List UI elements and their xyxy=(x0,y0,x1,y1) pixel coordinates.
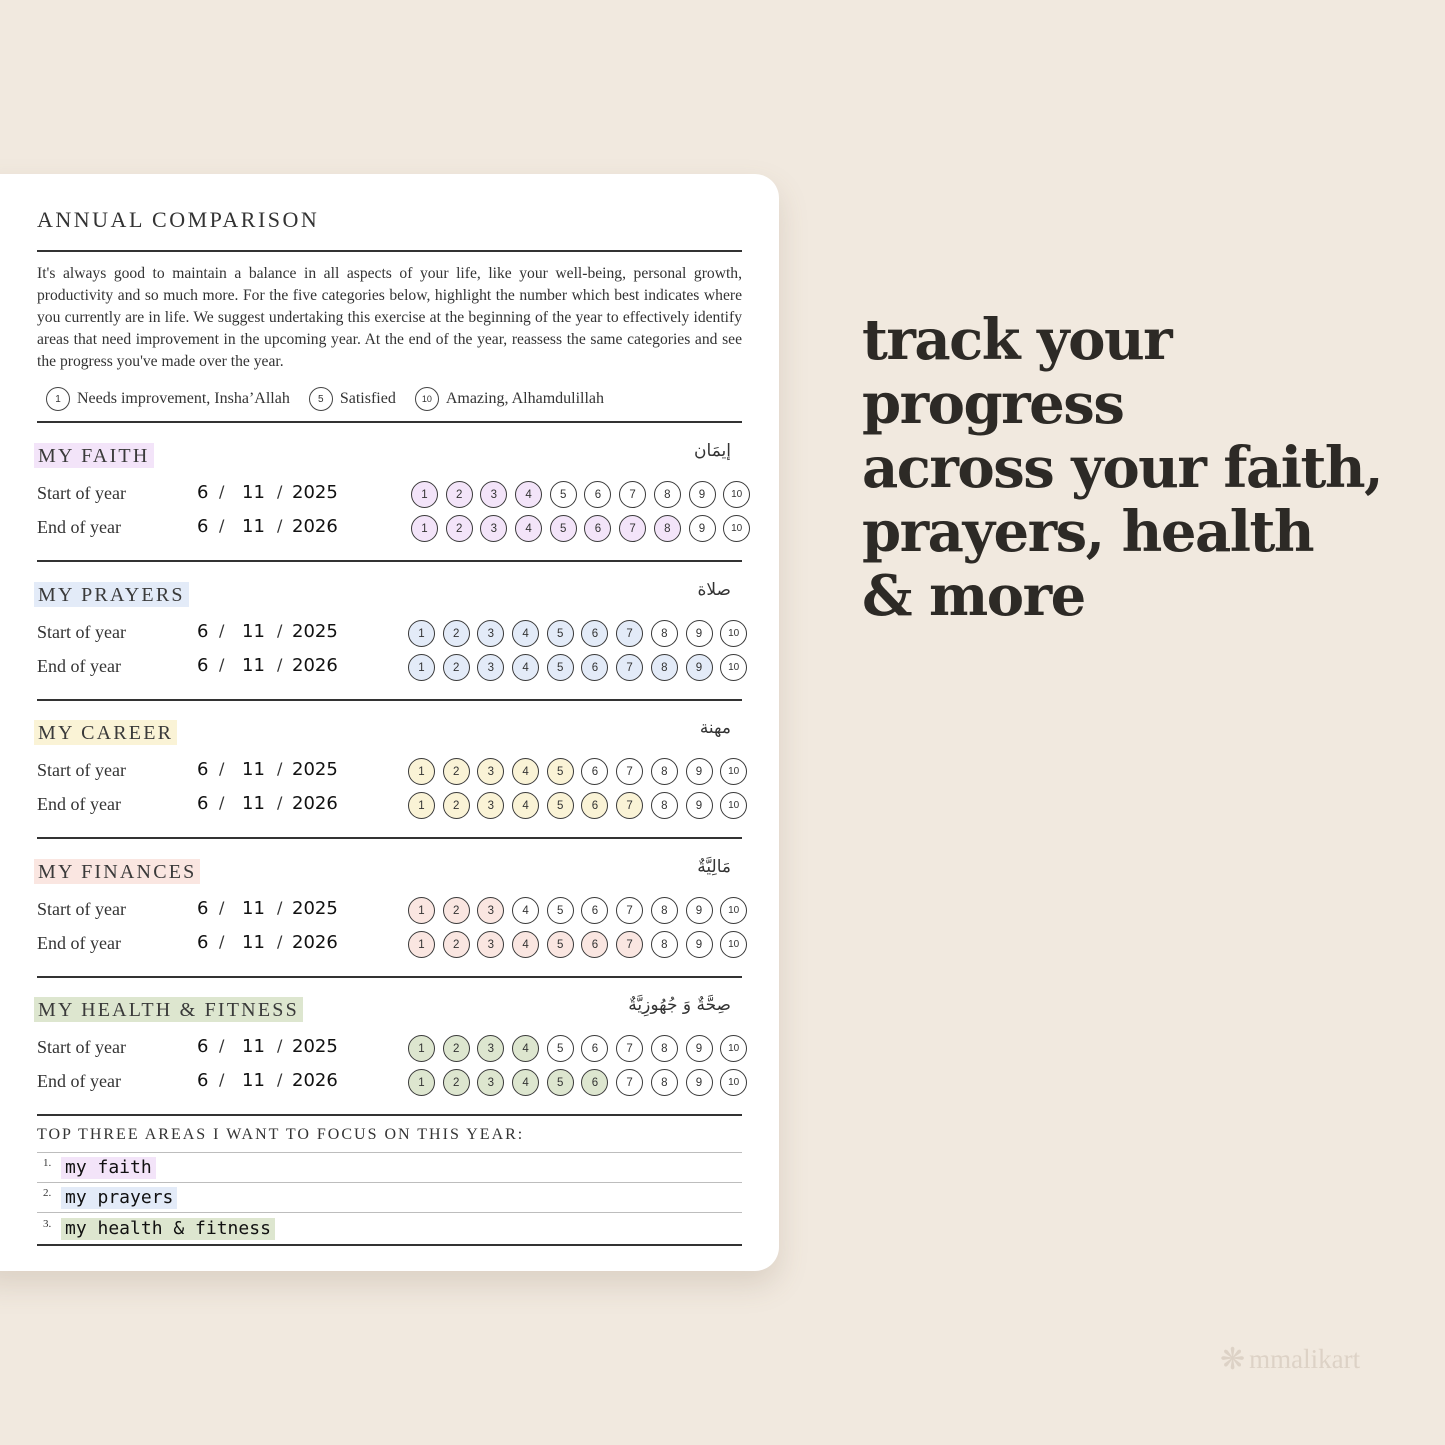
intro-paragraph: It's always good to maintain a balance in all aspects of your life, like your well-being, personal growth, productivity and so much more. For the five categories below, highlight the number which best indicates where you currently are in life. We suggest undertaking this exercise at the beginning of the year to effectively identify areas that need improvement in the upcoming year. At the end of the year, reassess the same categories and see the progress you've made over the year. xyxy=(37,265,742,370)
rating-circle-1[interactable]: 1 xyxy=(408,1069,435,1096)
focus-item[interactable] xyxy=(43,1185,743,1215)
rating-circle-2[interactable]: 2 xyxy=(443,620,470,647)
focus-line xyxy=(37,1182,742,1183)
rating-circle-4[interactable]: 4 xyxy=(512,897,539,924)
category-arabic-label: إيمَان xyxy=(694,441,731,461)
rating-circle-2[interactable]: 2 xyxy=(443,792,470,819)
rating-circle-7[interactable]: 7 xyxy=(616,758,643,785)
rating-circle-2[interactable]: 2 xyxy=(443,1035,470,1062)
date-day-field[interactable]: 6 xyxy=(197,621,209,642)
rating-circle-10[interactable]: 10 xyxy=(720,792,747,819)
rating-circle-6[interactable]: 6 xyxy=(584,515,611,542)
rating-circle-8[interactable]: 8 xyxy=(651,654,678,681)
start-of-year-row xyxy=(37,481,742,507)
legend-label: Amazing, Alhamdulillah xyxy=(445,390,605,407)
date-separator: / xyxy=(277,621,283,640)
rating-circle-5[interactable]: 5 xyxy=(547,1069,574,1096)
date-day-field[interactable]: 6 xyxy=(197,759,209,780)
category-title: MY FAITH xyxy=(34,443,154,468)
rating-circle-9[interactable]: 9 xyxy=(686,1069,713,1096)
rating-scale xyxy=(408,1035,747,1062)
focus-line xyxy=(37,1212,742,1213)
start-of-year-row xyxy=(37,897,742,923)
rating-circle-10[interactable]: 10 xyxy=(723,481,750,508)
rating-circle-8[interactable]: 8 xyxy=(651,1035,678,1062)
row-label: Start of year xyxy=(37,622,126,642)
rating-circle-2[interactable]: 2 xyxy=(443,654,470,681)
rating-scale xyxy=(408,792,747,819)
legend-item xyxy=(415,387,604,411)
category-section xyxy=(37,720,742,840)
rating-circle-2[interactable]: 2 xyxy=(446,515,473,542)
rating-circle-4[interactable]: 4 xyxy=(512,1069,539,1096)
rating-legend xyxy=(46,387,623,411)
date-month-field[interactable]: 11 xyxy=(242,621,265,642)
rating-circle-1[interactable]: 1 xyxy=(408,758,435,785)
category-title: MY CAREER xyxy=(34,720,177,745)
rating-circle-9[interactable]: 9 xyxy=(686,758,713,785)
date-month-field[interactable]: 11 xyxy=(242,1070,265,1091)
date-day-field[interactable]: 6 xyxy=(197,516,209,537)
section-divider xyxy=(37,837,742,839)
date-month-field[interactable]: 11 xyxy=(242,482,265,503)
focus-item-number: 2. xyxy=(43,1187,52,1199)
rating-circle-2[interactable]: 2 xyxy=(443,758,470,785)
date-separator: / xyxy=(219,655,225,674)
rating-circle-5[interactable]: 5 xyxy=(550,515,577,542)
rating-circle-9[interactable]: 9 xyxy=(686,792,713,819)
rating-circle-10[interactable]: 10 xyxy=(720,897,747,924)
rating-circle-8[interactable]: 8 xyxy=(651,620,678,647)
date-year-field[interactable]: 2026 xyxy=(292,1070,338,1091)
row-label: End of year xyxy=(37,517,121,537)
section-divider xyxy=(37,976,742,978)
rating-circle-9[interactable]: 9 xyxy=(686,931,713,958)
date-day-field[interactable]: 6 xyxy=(197,1070,209,1091)
row-label: Start of year xyxy=(37,483,126,503)
rating-circle-10[interactable]: 10 xyxy=(720,620,747,647)
category-title: MY HEALTH & FITNESS xyxy=(34,997,303,1022)
rating-circle-6[interactable]: 6 xyxy=(581,931,608,958)
rating-circle-9[interactable]: 9 xyxy=(689,481,716,508)
category-arabic-label: مَالِيَّةٌ xyxy=(697,857,731,877)
category-arabic-label: صلاة xyxy=(697,580,731,600)
rating-scale xyxy=(408,931,747,958)
rating-circle-1[interactable]: 1 xyxy=(411,515,438,542)
focus-title: TOP THREE AREAS I WANT TO FOCUS ON THIS YEAR: xyxy=(37,1126,525,1143)
brand-watermark xyxy=(1220,1342,1360,1377)
category-section xyxy=(37,582,742,702)
rating-circle-2[interactable]: 2 xyxy=(443,931,470,958)
date-separator: / xyxy=(219,793,225,812)
rating-circle-4[interactable]: 4 xyxy=(512,654,539,681)
rating-circle-10[interactable]: 10 xyxy=(720,758,747,785)
section-divider xyxy=(37,699,742,701)
rating-circle-10[interactable]: 10 xyxy=(720,1035,747,1062)
date-year-field[interactable]: 2026 xyxy=(292,932,338,953)
end-of-year-row xyxy=(37,1069,742,1095)
rating-circle-3[interactable]: 3 xyxy=(477,1035,504,1062)
rating-circle-5[interactable]: 5 xyxy=(547,931,574,958)
legend-label: Needs improvement, Insha’Allah xyxy=(77,390,290,407)
date-month-field[interactable]: 11 xyxy=(242,1036,265,1057)
row-label: End of year xyxy=(37,933,121,953)
date-month-field[interactable]: 11 xyxy=(242,793,265,814)
date-year-field[interactable]: 2025 xyxy=(292,621,338,642)
rating-circle-8[interactable]: 8 xyxy=(651,758,678,785)
end-of-year-row xyxy=(37,515,742,541)
date-month-field[interactable]: 11 xyxy=(242,655,265,676)
brand-name: mmalikart xyxy=(1249,1344,1361,1374)
rating-circle-1[interactable]: 1 xyxy=(408,654,435,681)
rating-circle-7[interactable]: 7 xyxy=(616,897,643,924)
category-arabic-label: مهنة xyxy=(699,718,731,738)
row-label: End of year xyxy=(37,656,121,676)
date-year-field[interactable]: 2025 xyxy=(292,759,338,780)
rating-circle-6[interactable]: 6 xyxy=(581,654,608,681)
headline-line: across your faith, xyxy=(862,435,1383,501)
date-separator: / xyxy=(219,1036,225,1055)
rating-circle-5[interactable]: 5 xyxy=(547,792,574,819)
date-separator: / xyxy=(277,1070,283,1089)
rating-circle-1[interactable]: 1 xyxy=(408,897,435,924)
focus-item-text: my prayers xyxy=(61,1187,177,1209)
category-title: MY FINANCES xyxy=(34,859,200,884)
date-year-field[interactable]: 2025 xyxy=(292,1036,338,1057)
date-day-field[interactable]: 6 xyxy=(197,1036,209,1057)
rating-circle-7[interactable]: 7 xyxy=(616,654,643,681)
rating-circle-1[interactable]: 1 xyxy=(408,792,435,819)
rating-circle-3[interactable]: 3 xyxy=(480,515,507,542)
rating-circle-10[interactable]: 10 xyxy=(720,931,747,958)
rating-circle-3[interactable]: 3 xyxy=(480,481,507,508)
legend-label: Satisfied xyxy=(339,390,396,407)
date-separator: / xyxy=(277,759,283,778)
rating-circle-7[interactable]: 7 xyxy=(616,931,643,958)
rating-circle-8[interactable]: 8 xyxy=(654,515,681,542)
rating-circle-9[interactable]: 9 xyxy=(686,654,713,681)
page-title: ANNUAL COMPARISON xyxy=(37,207,320,232)
planner-page-card xyxy=(0,174,779,1271)
end-of-year-row xyxy=(37,792,742,818)
rating-circle-3[interactable]: 3 xyxy=(477,654,504,681)
date-separator: / xyxy=(219,759,225,778)
rating-circle-7[interactable]: 7 xyxy=(616,1069,643,1096)
date-separator: / xyxy=(277,482,283,501)
rating-circle-6[interactable]: 6 xyxy=(581,1069,608,1096)
date-day-field[interactable]: 6 xyxy=(197,482,209,503)
rating-circle-10[interactable]: 10 xyxy=(720,1069,747,1096)
rating-circle-7[interactable]: 7 xyxy=(619,481,646,508)
focus-item-text: my faith xyxy=(61,1157,156,1179)
section-divider xyxy=(37,1114,742,1116)
rating-circle-2[interactable]: 2 xyxy=(446,481,473,508)
rating-circle-3[interactable]: 3 xyxy=(477,931,504,958)
row-label: Start of year xyxy=(37,760,126,780)
rating-circle-1[interactable]: 1 xyxy=(408,1035,435,1062)
rating-circle-10[interactable]: 10 xyxy=(723,515,750,542)
rating-circle-4[interactable]: 4 xyxy=(512,620,539,647)
row-label: Start of year xyxy=(37,899,126,919)
headline-line: & more xyxy=(862,563,1085,629)
date-separator: / xyxy=(219,516,225,535)
rating-circle-6[interactable]: 6 xyxy=(581,792,608,819)
focus-item-number: 1. xyxy=(43,1157,52,1169)
date-separator: / xyxy=(219,482,225,501)
date-month-field[interactable]: 11 xyxy=(242,932,265,953)
category-arabic-label: صِحَّةٌ وَ جُهُوزِيَّةٌ xyxy=(628,995,731,1015)
rating-circle-3[interactable]: 3 xyxy=(477,897,504,924)
date-day-field[interactable]: 6 xyxy=(197,793,209,814)
date-year-field[interactable]: 2026 xyxy=(292,793,338,814)
date-separator: / xyxy=(219,621,225,640)
rating-circle-4[interactable]: 4 xyxy=(512,1035,539,1062)
rating-circle-3[interactable]: 3 xyxy=(477,758,504,785)
date-year-field[interactable]: 2026 xyxy=(292,655,338,676)
rating-circle-8[interactable]: 8 xyxy=(651,931,678,958)
rating-circle-2[interactable]: 2 xyxy=(443,897,470,924)
date-separator: / xyxy=(219,1070,225,1089)
rating-circle-5[interactable]: 5 xyxy=(547,897,574,924)
focus-item[interactable] xyxy=(43,1216,743,1246)
rating-circle-5[interactable]: 5 xyxy=(547,1035,574,1062)
rating-circle-9[interactable]: 9 xyxy=(686,897,713,924)
end-of-year-row xyxy=(37,654,742,680)
rating-circle-7[interactable]: 7 xyxy=(616,620,643,647)
date-day-field[interactable]: 6 xyxy=(197,932,209,953)
category-section xyxy=(37,443,742,563)
legend-number-circle: 1 xyxy=(46,387,70,411)
headline-line: track your progress xyxy=(862,307,1172,437)
promo-headline xyxy=(862,308,1422,628)
date-year-field[interactable]: 2025 xyxy=(292,482,338,503)
rating-circle-7[interactable]: 7 xyxy=(616,1035,643,1062)
category-title: MY PRAYERS xyxy=(34,582,189,607)
rating-circle-2[interactable]: 2 xyxy=(443,1069,470,1096)
rating-circle-8[interactable]: 8 xyxy=(651,1069,678,1096)
legend-number-circle: 5 xyxy=(309,387,333,411)
start-of-year-row xyxy=(37,1035,742,1061)
rating-circle-10[interactable]: 10 xyxy=(720,654,747,681)
rating-circle-4[interactable]: 4 xyxy=(512,758,539,785)
focus-line xyxy=(37,1152,742,1153)
rating-circle-8[interactable]: 8 xyxy=(654,481,681,508)
date-separator: / xyxy=(277,793,283,812)
category-section xyxy=(37,997,742,1117)
rating-circle-5[interactable]: 5 xyxy=(547,654,574,681)
rating-scale xyxy=(411,481,750,508)
rating-circle-6[interactable]: 6 xyxy=(581,897,608,924)
rating-circle-4[interactable]: 4 xyxy=(512,931,539,958)
row-label: End of year xyxy=(37,794,121,814)
rating-circle-9[interactable]: 9 xyxy=(689,515,716,542)
rating-circle-7[interactable]: 7 xyxy=(619,515,646,542)
rating-circle-4[interactable]: 4 xyxy=(512,792,539,819)
date-separator: / xyxy=(277,932,283,951)
legend-divider xyxy=(37,421,742,423)
title-divider xyxy=(37,250,742,252)
flower-logo-icon: ❋ xyxy=(1220,1343,1246,1376)
rating-circle-5[interactable]: 5 xyxy=(547,620,574,647)
date-separator: / xyxy=(277,516,283,535)
date-year-field[interactable]: 2025 xyxy=(292,898,338,919)
rating-scale xyxy=(408,758,747,785)
date-year-field[interactable]: 2026 xyxy=(292,516,338,537)
end-of-year-row xyxy=(37,931,742,957)
date-month-field[interactable]: 11 xyxy=(242,898,265,919)
rating-scale xyxy=(411,515,750,542)
rating-scale xyxy=(408,654,747,681)
rating-scale xyxy=(408,1069,747,1096)
rating-circle-8[interactable]: 8 xyxy=(651,792,678,819)
start-of-year-row xyxy=(37,758,742,784)
rating-scale xyxy=(408,897,747,924)
date-month-field[interactable]: 11 xyxy=(242,759,265,780)
rating-circle-6[interactable]: 6 xyxy=(581,620,608,647)
rating-circle-1[interactable]: 1 xyxy=(408,620,435,647)
category-section xyxy=(37,859,742,979)
rating-circle-3[interactable]: 3 xyxy=(477,1069,504,1096)
legend-item xyxy=(46,387,290,411)
rating-circle-8[interactable]: 8 xyxy=(651,897,678,924)
rating-circle-7[interactable]: 7 xyxy=(616,792,643,819)
rating-circle-4[interactable]: 4 xyxy=(515,515,542,542)
date-month-field[interactable]: 11 xyxy=(242,516,265,537)
row-label: End of year xyxy=(37,1071,121,1091)
legend-number-circle: 10 xyxy=(415,387,439,411)
rating-circle-6[interactable]: 6 xyxy=(581,1035,608,1062)
date-day-field[interactable]: 6 xyxy=(197,655,209,676)
row-label: Start of year xyxy=(37,1037,126,1057)
focus-item-text: my health & fitness xyxy=(61,1218,275,1240)
rating-circle-6[interactable]: 6 xyxy=(584,481,611,508)
section-divider xyxy=(37,560,742,562)
rating-circle-5[interactable]: 5 xyxy=(547,758,574,785)
rating-circle-9[interactable]: 9 xyxy=(686,620,713,647)
date-separator: / xyxy=(277,655,283,674)
rating-circle-6[interactable]: 6 xyxy=(581,758,608,785)
focus-item-number: 3. xyxy=(43,1218,52,1230)
rating-circle-9[interactable]: 9 xyxy=(686,1035,713,1062)
legend-item xyxy=(309,387,396,411)
rating-circle-3[interactable]: 3 xyxy=(477,792,504,819)
date-day-field[interactable]: 6 xyxy=(197,898,209,919)
headline-line: prayers, health xyxy=(862,499,1314,565)
date-separator: / xyxy=(277,898,283,917)
rating-scale xyxy=(408,620,747,647)
focus-item[interactable] xyxy=(43,1155,743,1185)
rating-circle-5[interactable]: 5 xyxy=(550,481,577,508)
page-bottom-divider xyxy=(37,1244,742,1246)
date-separator: / xyxy=(219,932,225,951)
date-separator: / xyxy=(277,1036,283,1055)
date-separator: / xyxy=(219,898,225,917)
rating-circle-3[interactable]: 3 xyxy=(477,620,504,647)
rating-circle-1[interactable]: 1 xyxy=(408,931,435,958)
start-of-year-row xyxy=(37,620,742,646)
rating-circle-4[interactable]: 4 xyxy=(515,481,542,508)
rating-circle-1[interactable]: 1 xyxy=(411,481,438,508)
